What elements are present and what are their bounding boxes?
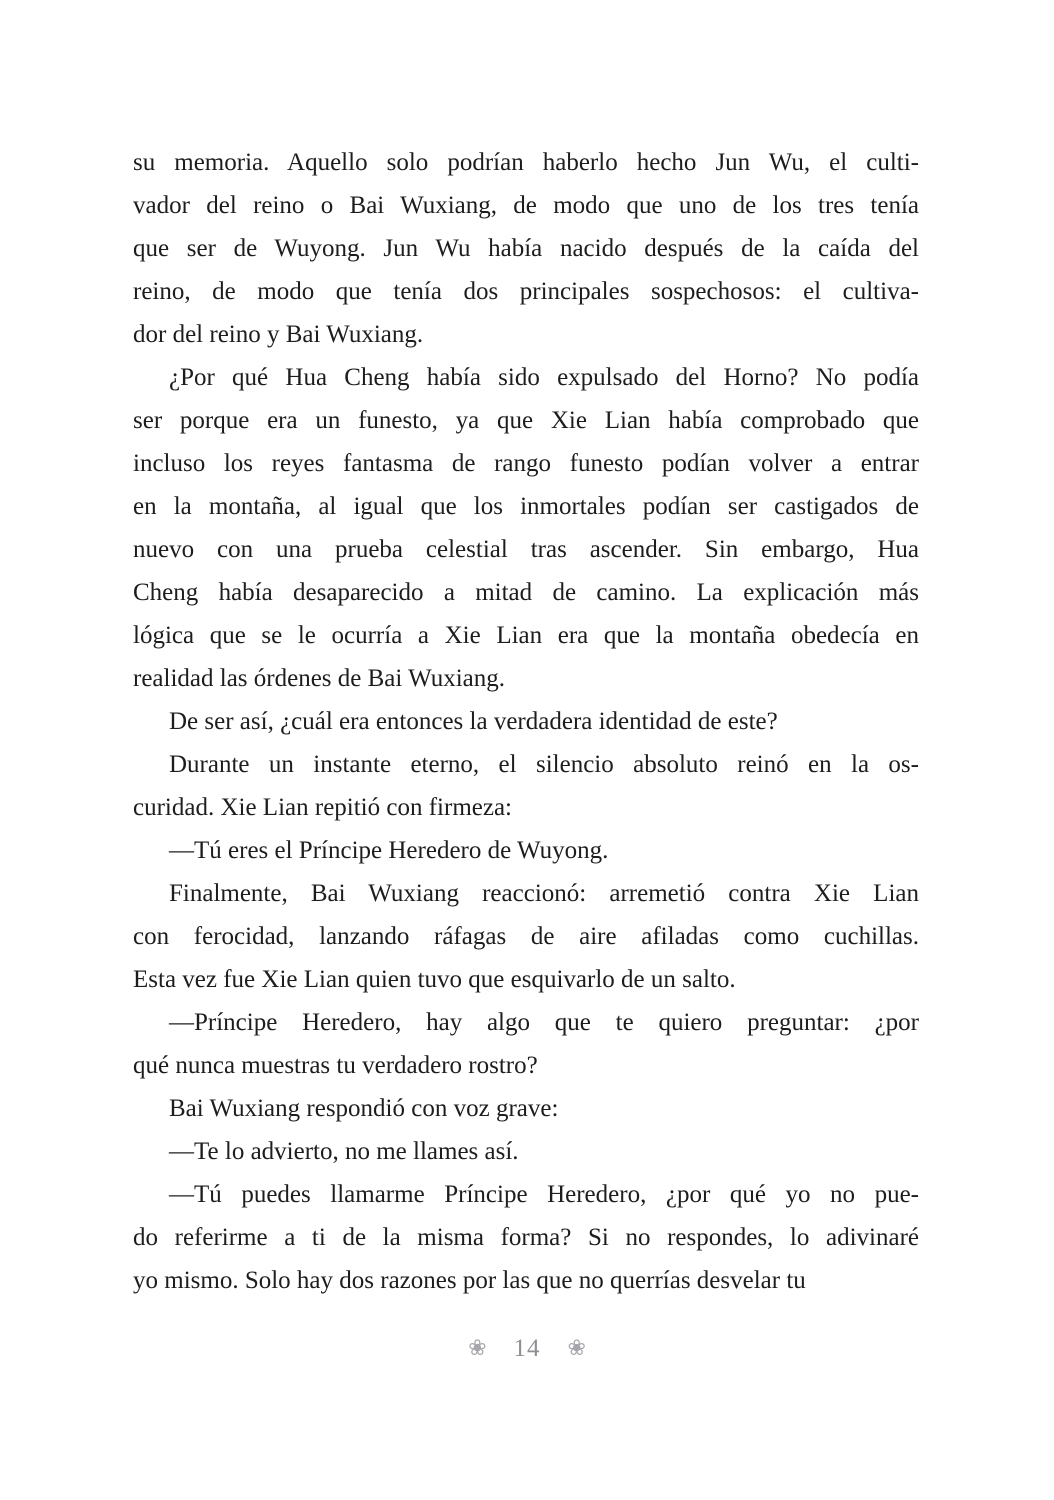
paragraph [133,1130,919,1173]
paragraph [133,1087,919,1130]
text-line: reino, de modo que tenía dos principales sospechosos: el cultiva- [133,278,919,305]
paragraph [133,141,919,356]
text-line: en la montaña, al igual que los inmortales podían ser castigados de [133,493,919,520]
text-line: qué nunca muestras tu verdadero rostro? [133,1052,538,1079]
flower-ornament-icon: ❀ [567,1335,586,1361]
text-line: vador del reino o Bai Wuxiang, de modo que uno de los tres tenía [133,192,919,219]
paragraph [133,872,919,1001]
text-line: Cheng había desaparecido a mitad de camino. La explicación más [133,579,919,606]
text-line: —Tú eres el Príncipe Heredero de Wuyong. [169,837,609,864]
paragraph [133,1001,919,1087]
text-line: Esta vez fue Xie Lian quien tuvo que esquivarlo de un salto. [133,966,736,993]
text-line: yo mismo. Solo hay dos razones por las que no querrías desvelar tu [133,1267,806,1294]
page-footer [0,1336,1054,1361]
text-line: su memoria. Aquello solo podrían haberlo hecho Jun Wu, el culti- [133,149,919,176]
flower-ornament-icon: ❀ [468,1335,487,1361]
text-line: De ser así, ¿cuál era entonces la verdadera identidad de este? [169,708,778,735]
text-line: con ferocidad, lanzando ráfagas de aire afiladas como cuchillas. [133,923,919,950]
text-line: que ser de Wuyong. Jun Wu había nacido después de la caída del [133,235,919,262]
text-line: realidad las órdenes de Bai Wuxiang. [133,665,506,692]
text-line: Bai Wuxiang respondió con voz grave: [169,1095,559,1122]
text-line: ser porque era un funesto, ya que Xie Lian había comprobado que [133,407,919,434]
text-line: incluso los reyes fantasma de rango funesto podían volver a entrar [133,450,919,477]
text-line: nuevo con una prueba celestial tras ascender. Sin embargo, Hua [133,536,919,563]
text-line: curidad. Xie Lian repitió con firmeza: [133,794,513,821]
page-number: 14 [513,1335,541,1362]
text-line: —Tú puedes llamarme Príncipe Heredero, ¿por qué yo no pue- [169,1181,919,1208]
text-line: —Te lo advierto, no me llames así. [169,1138,519,1165]
text-line: Finalmente, Bai Wuxiang reaccionó: arremetió contra Xie Lian [169,880,919,907]
paragraph [133,356,919,700]
text-line: —Príncipe Heredero, hay algo que te quiero preguntar: ¿por [169,1009,919,1036]
paragraph [133,700,919,743]
paragraph [133,743,919,829]
body-text [133,141,919,1302]
text-line: Durante un instante eterno, el silencio absoluto reinó en la os- [169,751,919,778]
text-line: ¿Por qué Hua Cheng había sido expulsado del Horno? No podía [169,364,919,391]
paragraph [133,1173,919,1302]
text-line: dor del reino y Bai Wuxiang. [133,321,424,348]
text-line: do referirme a ti de la misma forma? Si no respondes, lo adivinaré [133,1224,919,1251]
text-line: lógica que se le ocurría a Xie Lian era que la montaña obedecía en [133,622,919,649]
paragraph [133,829,919,872]
